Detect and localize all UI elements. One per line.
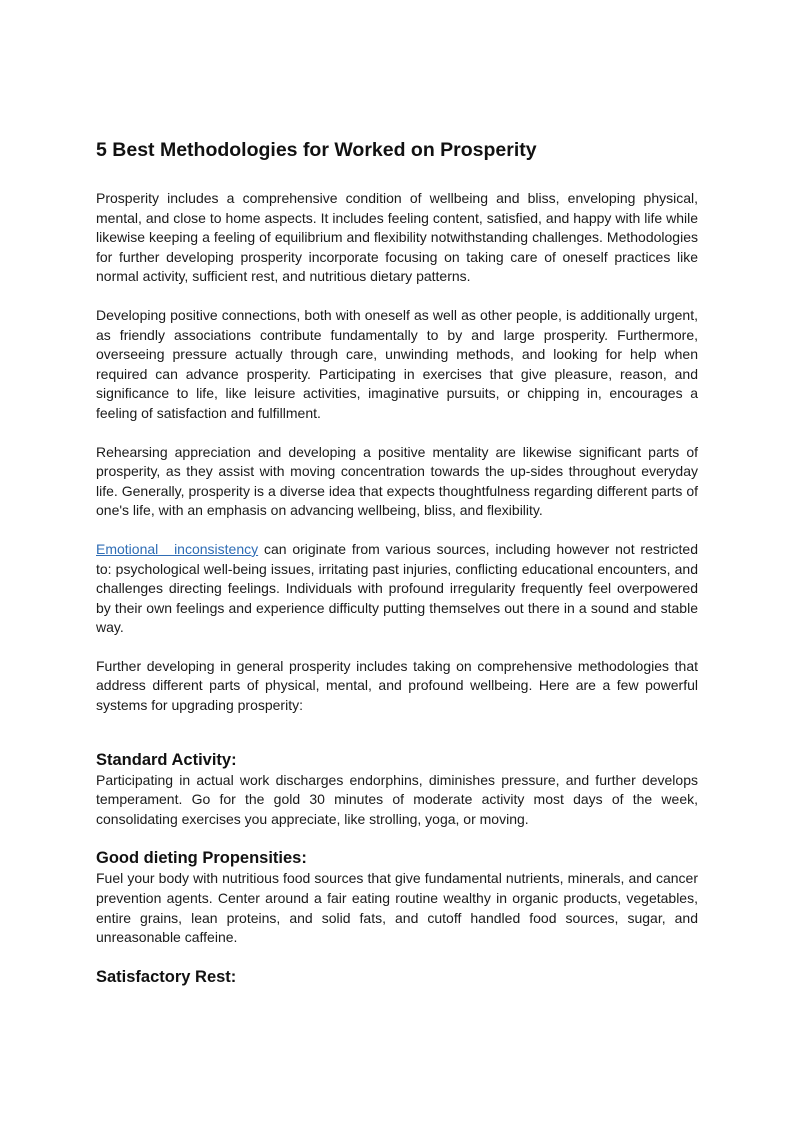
paragraph-positive-connections: Developing positive connections, both with oneself as well as other people, is additionally urgent, as friendly associations contribute fundamentally to by and large prosperity. Furthermore, overseeing pressure actually through care, unwinding methods, and looking for help when required can advance prosperity. Participating in exercises that give pleasure, reason, and significance to life, like leisure activities, imaginative pursuits, or chipping in, encourages a feeling of satisfaction and fulfillment.	[96, 306, 698, 421]
page-title: 5 Best Methodologies for Worked on Prosperity	[96, 139, 537, 161]
section-spacer	[96, 735, 698, 749]
section-body-standard-activity: Participating in actual work discharges endorphins, diminishes pressure, and further develops temperament. Go for the gold 30 minutes of moderate activity most days of the week, consolidating exercises you appreciate, like strolling, yoga, or moving.	[96, 771, 698, 827]
paragraph-intro-strategies: Further developing in general prosperity includes taking on comprehensive methodologies that address different parts of physical, mental, and profound wellbeing. Here are a few powerful systems for upgrading prosperity:	[96, 657, 698, 714]
paragraph-emotional-inconsistency	[96, 540, 698, 638]
paragraph-prosperity-definition: Prosperity includes a comprehensive condition of wellbeing and bliss, enveloping physical, mental, and close to home aspects. It includes feeling content, satisfied, and happy with life while likewise keeping a feeling of equilibrium and flexibility notwithstanding challenges. Methodologies for further developing prosperity incorporate focusing on taking care of oneself practices like normal activity, sufficient rest, and nutritious dietary patterns.	[96, 190, 698, 285]
section-heading-standard-activity: Standard Activity:	[96, 750, 237, 769]
paragraph-appreciation: Rehearsing appreciation and developing a positive mentality are likewise significant parts of prosperity, as they assist with moving concentration towards the up-sides throughout everyday life. Generally, prosperity is a diverse idea that expects thoughtfulness regarding different parts of one's life, with an emphasis on advancing wellbeing, bliss, and flexibility.	[96, 443, 698, 519]
emotional-inconsistency-link[interactable]: Emotional inconsistency	[96, 540, 259, 557]
paragraph-emotional-inconsistency-text: can originate from various sources, including however not restricted to: psychological well-being issues, irritating past injuries, conflicting educational encounters, and challenges directing feelings. Individuals with profound irregularity frequently feel overpowered by their own feelings and experience difficulty putting themselves out there in a sound and stable way.	[96, 540, 699, 636]
section-body-good-dieting: Fuel your body with nutritious food sources that give fundamental nutrients, minerals, and cancer prevention agents. Center around a fair eating routine wealthy in organic products, vegetables, entire grains, lean proteins, and solid fats, and cutoff handled food sources, sugar, and unreasonable caffeine.	[96, 870, 698, 946]
section-heading-good-dieting: Good dieting Propensities:	[96, 849, 307, 868]
document-page	[96, 137, 698, 988]
section-heading-satisfactory-rest: Satisfactory Rest:	[96, 967, 237, 986]
